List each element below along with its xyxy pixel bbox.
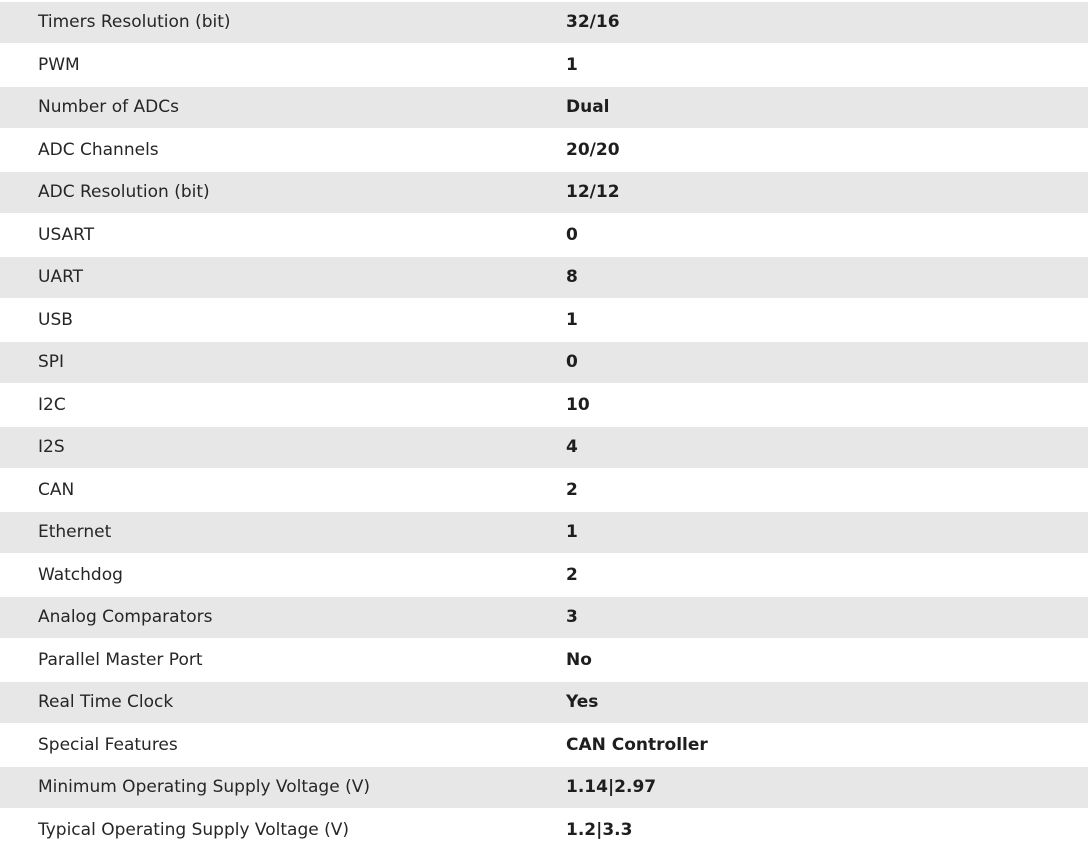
spec-value: 0 (566, 341, 1088, 384)
table-row (0, 639, 1088, 682)
table-row (0, 469, 1088, 512)
spec-value: 20/20 (566, 129, 1088, 172)
table-row (0, 724, 1088, 767)
spec-value: 2 (566, 554, 1088, 597)
spec-value: 12/12 (566, 171, 1088, 214)
spec-label: Minimum Operating Supply Voltage (V) (0, 766, 566, 809)
spec-label: SPI (0, 341, 566, 384)
table-row (0, 299, 1088, 342)
table-row (0, 341, 1088, 384)
spec-value: 8 (566, 256, 1088, 299)
spec-value: CAN Controller (566, 724, 1088, 767)
table-row (0, 129, 1088, 172)
spec-label: Timers Resolution (bit) (0, 1, 566, 44)
spec-label: Number of ADCs (0, 86, 566, 129)
spec-value: 0 (566, 214, 1088, 257)
table-row (0, 1, 1088, 44)
spec-label: USB (0, 299, 566, 342)
spec-label: Typical Operating Supply Voltage (V) (0, 809, 566, 851)
spec-value: No (566, 639, 1088, 682)
table-row (0, 214, 1088, 257)
spec-label: I2C (0, 384, 566, 427)
spec-label: UART (0, 256, 566, 299)
table-row (0, 44, 1088, 87)
spec-label: Analog Comparators (0, 596, 566, 639)
spec-label: ADC Channels (0, 129, 566, 172)
spec-value: Yes (566, 681, 1088, 724)
table-row (0, 86, 1088, 129)
spec-value: 4 (566, 426, 1088, 469)
spec-label: Parallel Master Port (0, 639, 566, 682)
spec-value: 1 (566, 511, 1088, 554)
table-row (0, 766, 1088, 809)
spec-label: Ethernet (0, 511, 566, 554)
spec-value: 3 (566, 596, 1088, 639)
table-row (0, 171, 1088, 214)
spec-label: USART (0, 214, 566, 257)
spec-label: Watchdog (0, 554, 566, 597)
spec-label: Real Time Clock (0, 681, 566, 724)
table-row (0, 554, 1088, 597)
spec-value: 1 (566, 299, 1088, 342)
spec-label: I2S (0, 426, 566, 469)
spec-value: 1.14|2.97 (566, 766, 1088, 809)
table-row (0, 426, 1088, 469)
spec-label: PWM (0, 44, 566, 87)
spec-value: Dual (566, 86, 1088, 129)
spec-value: 2 (566, 469, 1088, 512)
table-row (0, 256, 1088, 299)
spec-value: 1 (566, 44, 1088, 87)
spec-label: CAN (0, 469, 566, 512)
table-row (0, 681, 1088, 724)
table-row (0, 384, 1088, 427)
spec-label: Special Features (0, 724, 566, 767)
table-row (0, 511, 1088, 554)
table-row (0, 596, 1088, 639)
spec-label: ADC Resolution (bit) (0, 171, 566, 214)
specifications-table-body (0, 1, 1088, 851)
table-row (0, 809, 1088, 851)
spec-value: 32/16 (566, 1, 1088, 44)
spec-value: 10 (566, 384, 1088, 427)
spec-value: 1.2|3.3 (566, 809, 1088, 851)
